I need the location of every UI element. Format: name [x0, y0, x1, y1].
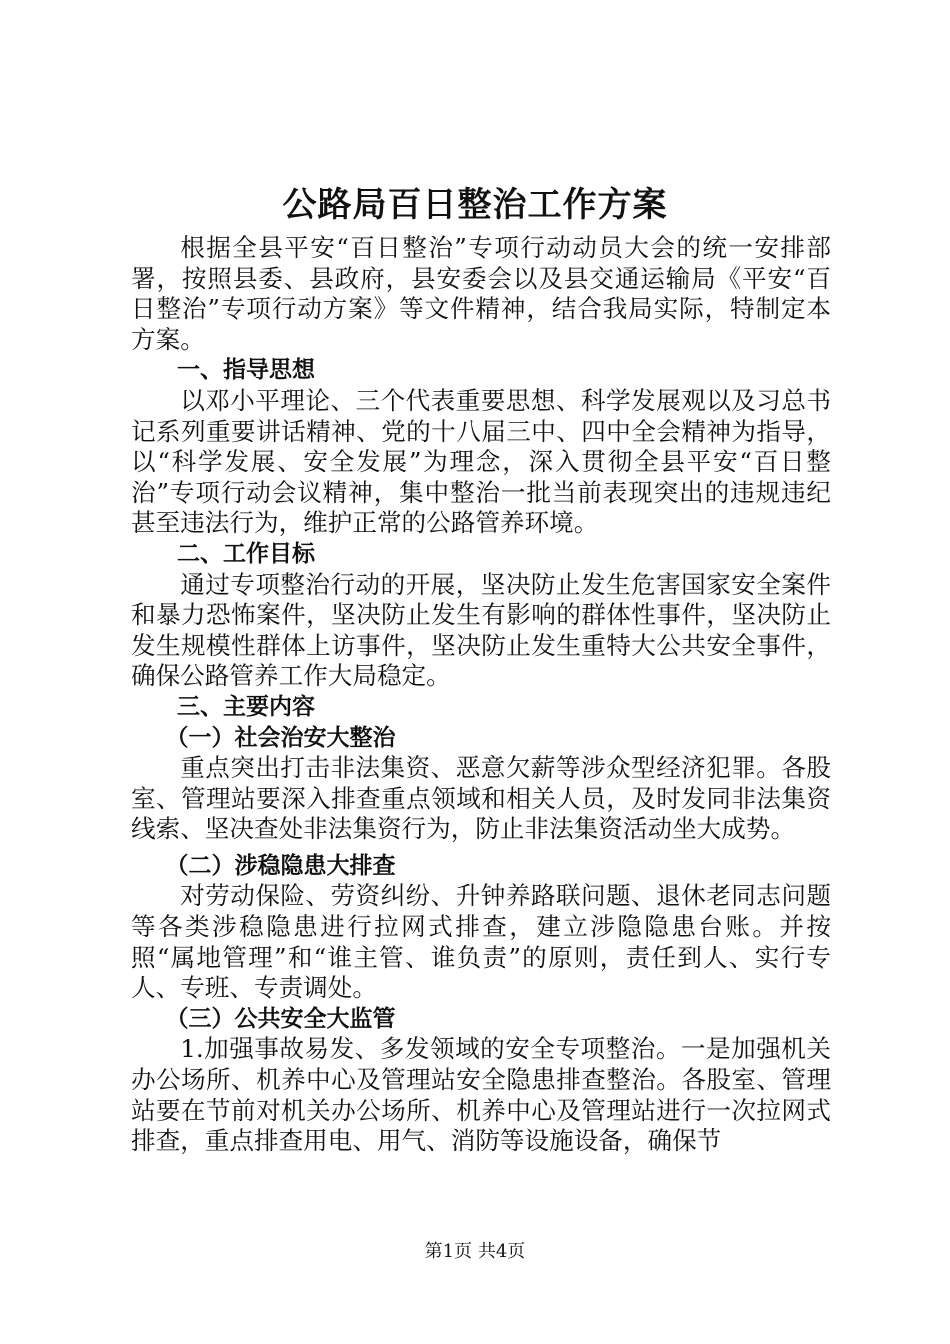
- page-footer: 第1页 共4页: [424, 1241, 526, 1262]
- subsection-heading-public-safety: （三）公共安全大监管: [165, 1005, 396, 1032]
- subsection-heading-public-security: （一）社会治安大整治: [165, 724, 396, 751]
- subsection-paragraph-public-safety: 1.加强事故易发、多发领域的安全专项整治。一是加强机关办公场所、机养中心及管理站安全隐患排查整治。各股室、管理站要在节前对机关办公场所、机养中心及管理站进行一次拉网式排查，重点排查用电、用气、消防等设施设备，确保节: [131, 1034, 831, 1156]
- section-paragraph-work-goals: 通过专项整治行动的开展，坚决防止发生危害国家安全案件和暴力恐怖案件，坚决防止发生有影响的群体性事件，坚决防止发生规模性群体上访事件，坚决防止发生重特大公共安全事件，确保公路管养工作大局稳定。: [131, 569, 831, 691]
- section-paragraph-guiding-ideology: 以邓小平理论、三个代表重要思想、科学发展观以及习总书记系列重要讲话精神、党的十八届三中、四中全会精神为指导，以“科学发展、安全发展”为理念，深入贯彻全县平安“百日整治”专项行动会议精神，集中整治一批当前表现突出的违规违纪甚至违法行为，维护正常的公路管养环境。: [131, 385, 831, 538]
- subsection-heading-stability-risks: （二）涉稳隐患大排查: [165, 852, 396, 879]
- document-body: [131, 233, 831, 1157]
- document-title: 公路局百日整治工作方案: [282, 185, 668, 225]
- section-heading-guiding-ideology: 一、指导思想: [177, 357, 315, 384]
- subsection-paragraph-stability-risks: 对劳动保险、劳资纠纷、升钟养路联问题、退休老同志问题等各类涉稳隐患进行拉网式排查，建立涉隐隐患台账。并按照“属地管理”和“谁主管、谁负责”的原则，责任到人、实行专人、专班、专责调处。: [131, 881, 831, 1003]
- section-heading-work-goals: 二、工作目标: [177, 540, 315, 567]
- intro-paragraph: 根据全县平安“百日整治”专项行动动员大会的统一安排部署，按照县委、县政府，县安委会以及县交通运输局《平安“百日整治”专项行动方案》等文件精神，结合我局实际，特制定本方案。: [131, 233, 831, 354]
- section-heading-main-content: 三、主要内容: [177, 693, 315, 720]
- subsection-paragraph-public-security: 重点突出打击非法集资、恶意欠薪等涉众型经济犯罪。各股室、管理站要深入排查重点领域和相关人员，及时发同非法集资线索、坚决查处非法集资行为，防止非法集资活动坐大成势。: [131, 753, 831, 844]
